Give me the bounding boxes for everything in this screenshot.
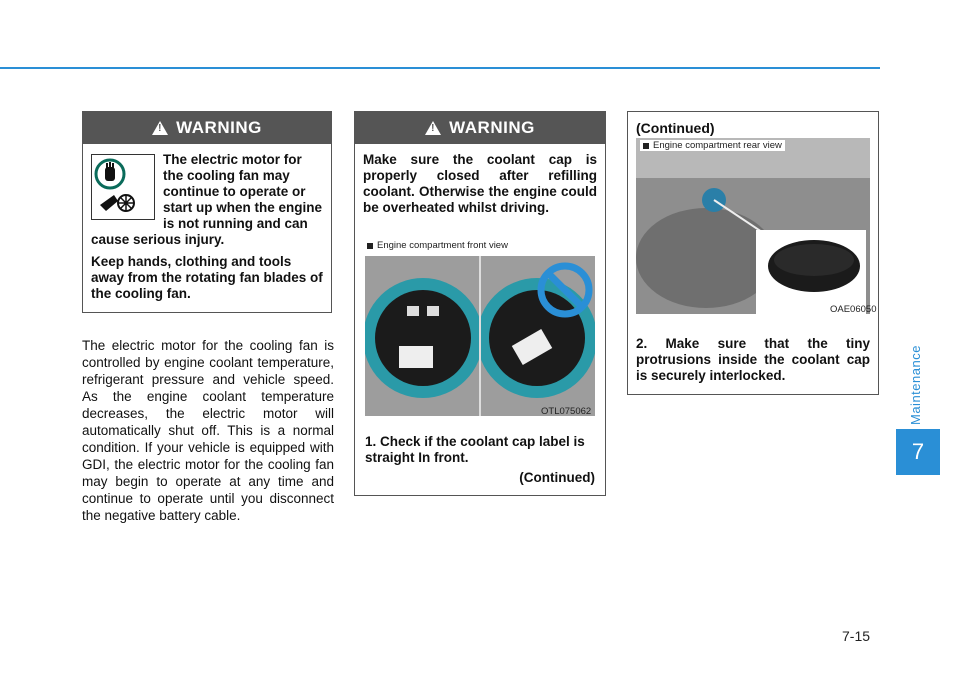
chapter-tab[interactable]: 7	[896, 429, 940, 475]
step-two: 2. Make sure that the tiny protrusions inside the coolant cap is securely interlocked.	[636, 336, 870, 383]
hand-fan-hazard-icon	[91, 154, 155, 220]
page-number: 7-15	[842, 628, 871, 644]
warning-title: WARNING	[176, 118, 262, 137]
warning-box-fan	[82, 111, 332, 313]
body-paragraph: The electric motor for the cooling fan is controlled by engine coolant temperature, refrigerant pressure and vehicle speed. As the engine coolant temperature decreases, the electric motor will automatically shut off. This is a normal condition. If your vehicle is equipped with GDI, the electric motor for the cooling fan may begin to operate at any time and continue to operate until you disconnect the negative battery cable.	[82, 338, 334, 523]
continued-box	[627, 111, 879, 395]
figure-caption: Engine compartment front view	[367, 240, 508, 251]
warning-text-primary: The electric motor for the cooling fan may continue to operate or start up when the engine is not running and can cause serious injury.	[91, 152, 323, 247]
image-code: OAE06050	[830, 304, 877, 315]
coolant-cap-front-image	[365, 256, 595, 416]
warning-header	[83, 112, 331, 144]
step-one: 1. Check if the coolant cap label is straight In front.	[365, 434, 585, 465]
warning-title: WARNING	[449, 118, 535, 137]
engine-rear-image	[636, 138, 870, 314]
bullet-square-icon	[367, 243, 373, 249]
prohibited-icon	[537, 262, 593, 323]
warning-triangle-icon	[152, 121, 168, 135]
warning-text: Make sure the coolant cap is properly closed after refilling coolant. Otherwise the engine could be overheated whilst driving.	[363, 152, 597, 215]
continued-heading: (Continued)	[636, 120, 715, 136]
bullet-square-icon	[643, 143, 649, 149]
section-label: Maintenance	[908, 345, 923, 425]
warning-triangle-icon	[425, 121, 441, 135]
warning-text-secondary: Keep hands, clothing and tools away from the rotating fan blades of the cooling fan.	[91, 254, 323, 301]
figure-caption: Engine compartment rear view	[640, 140, 785, 151]
warning-box-coolant-cap	[354, 111, 606, 496]
continued-label: (Continued)	[519, 470, 595, 485]
warning-header	[355, 112, 605, 144]
header-rule	[0, 67, 880, 69]
image-code: OTL075062	[541, 406, 592, 417]
